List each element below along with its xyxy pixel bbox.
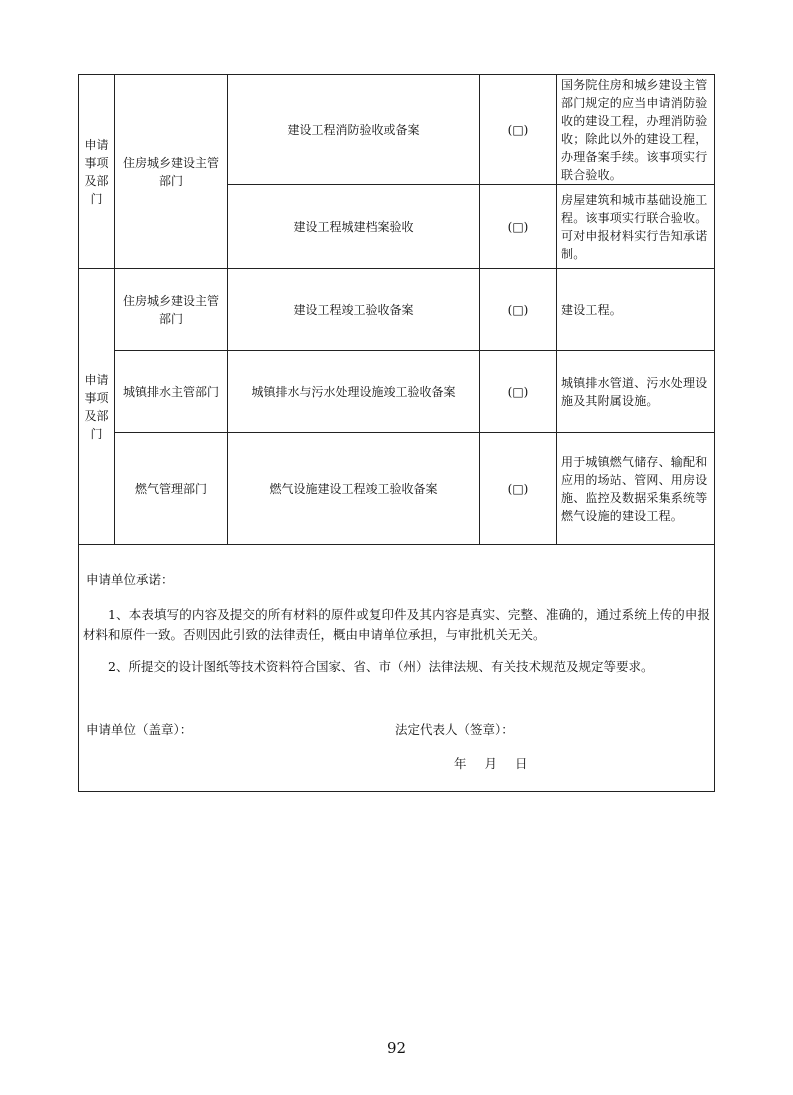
department-label: 城镇排水主管部门 — [122, 384, 219, 399]
item-cell — [228, 433, 480, 545]
note-text: 房屋建筑和城市基础设施工程。该事项实行联合验收。可对申报材料实行告知承诺制。 — [561, 192, 708, 261]
department-label: 燃气管理部门 — [134, 481, 207, 496]
table-row — [79, 351, 715, 433]
pledge-clause-2: 2、所提交的设计图纸等技术资料符合国家、省、市（州）法律法规、有关技术规范及规定等要求。 — [108, 659, 654, 674]
note-text: 城镇排水管道、污水处理设施及其附属设施。 — [561, 375, 708, 408]
item-label: 燃气设施建设工程竣工验收备案 — [269, 481, 438, 496]
item-cell — [228, 185, 480, 269]
department-cell — [115, 75, 228, 269]
checkbox[interactable]: (□) — [507, 219, 529, 234]
note-cell — [557, 185, 715, 269]
page-number: 92 — [386, 1039, 407, 1057]
item-cell — [228, 269, 480, 351]
legal-representative-label: 法定代表人（签章）： — [395, 722, 514, 737]
department-label: 住房城乡建设主管部门 — [122, 155, 219, 188]
checkbox-cell[interactable] — [480, 433, 557, 545]
note-text: 建设工程。 — [561, 302, 623, 317]
table-row — [79, 269, 715, 351]
note-cell — [557, 75, 715, 185]
date-label: 年 月 日 — [454, 756, 528, 771]
checkbox-cell[interactable] — [480, 269, 557, 351]
checkbox-cell[interactable] — [480, 185, 557, 269]
item-label: 建设工程城建档案验收 — [293, 219, 414, 234]
pledge-clause-1: 1、本表填写的内容及提交的所有材料的原件或复印件及其内容是真实、完整、准确的，通过系统上传的申报材料和原件一致。否则因此引致的法律责任，概由申请单位承担，与审批机关无关。 — [83, 607, 710, 642]
item-label: 建设工程竣工验收备案 — [293, 302, 414, 317]
note-cell — [557, 269, 715, 351]
item-cell — [228, 351, 480, 433]
category-label: 申请 事项 及部 门 — [84, 137, 109, 206]
category-label: 申请 事项 及部 门 — [84, 372, 109, 441]
pledge-title: 申请单位承诺： — [86, 572, 174, 587]
checkbox[interactable]: (□) — [507, 302, 529, 317]
note-cell — [557, 351, 715, 433]
checkbox-cell[interactable] — [480, 75, 557, 185]
note-cell — [557, 433, 715, 545]
application-form-table — [78, 74, 715, 792]
department-cell — [115, 269, 228, 351]
checkbox[interactable]: (□) — [507, 481, 529, 496]
item-label: 城镇排水与污水处理设施竣工验收备案 — [251, 384, 456, 399]
department-cell — [115, 433, 228, 545]
table-row — [79, 75, 715, 185]
checkbox-cell[interactable] — [480, 351, 557, 433]
department-cell — [115, 351, 228, 433]
signature-area — [83, 721, 710, 791]
applicant-seal-label: 申请单位（盖章）： — [86, 722, 193, 737]
note-text: 国务院住房和城乡建设主管部门规定的应当申请消防验收的建设工程，办理消防验收；除此以外的建设工程，办理备案手续。该事项实行联合验收。 — [561, 77, 708, 182]
table-row — [79, 433, 715, 545]
checkbox[interactable]: (□) — [507, 384, 529, 399]
checkbox[interactable]: (□) — [507, 122, 529, 137]
pledge-row — [79, 545, 715, 792]
category-cell — [79, 75, 115, 269]
note-text: 用于城镇燃气储存、输配和应用的场站、管网、用房设施、监控及数据采集系统等燃气设施的建设工程。 — [561, 454, 708, 523]
item-label: 建设工程消防验收或备案 — [287, 122, 420, 137]
pledge-cell — [79, 545, 715, 792]
department-label: 住房城乡建设主管部门 — [122, 293, 219, 326]
item-cell — [228, 75, 480, 185]
category-cell — [79, 269, 115, 545]
